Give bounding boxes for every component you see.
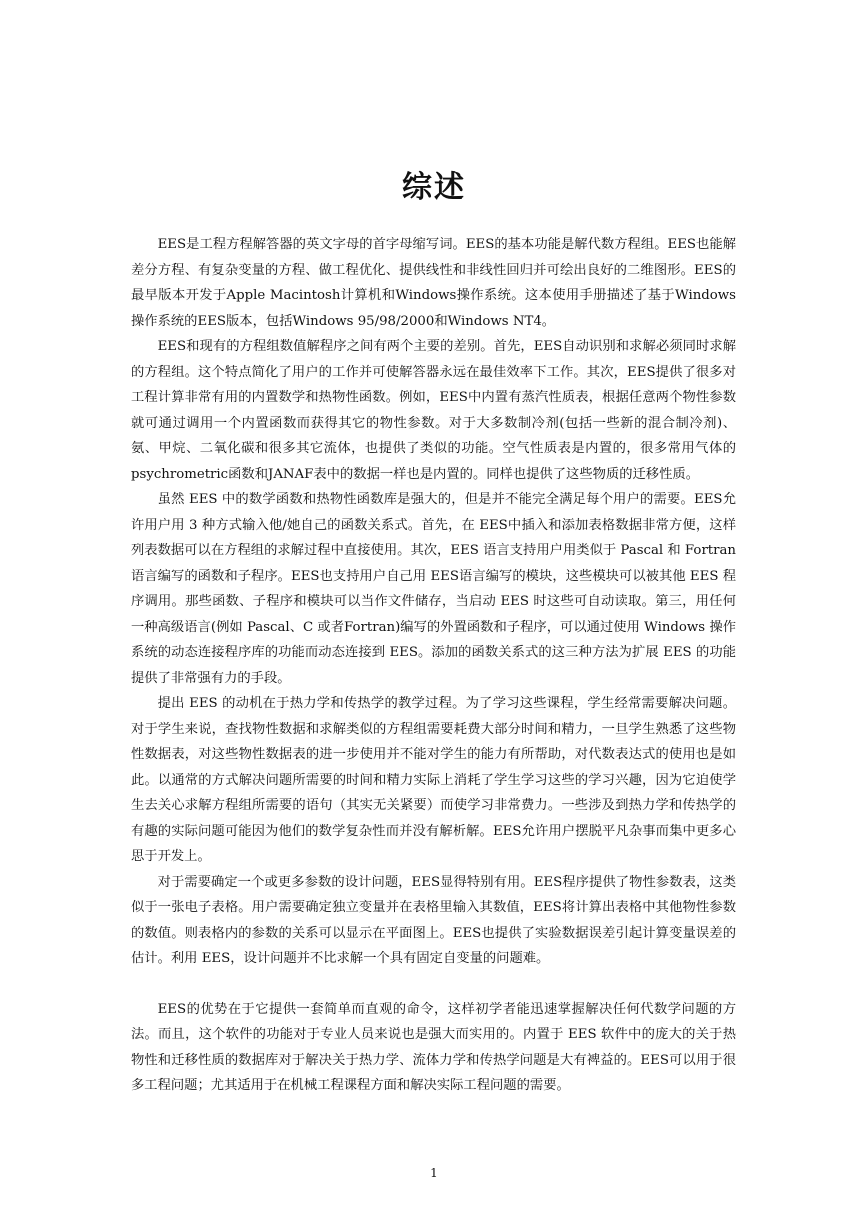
page-number: 1 <box>430 1166 438 1180</box>
paragraph-design: 对于需要确定一个或更多参数的设计问题，EES显得特别有用。EES程序提供了物性参数表，这类似于一张电子表格。用户需要确定独立变量并在表格里输入其数值，EES将计算出表格中其他物性参数的数值。则表格内的参数的关系可以显示在平面图上。EES也提供了实验数据误差引起计算变量误差的估计。利用 EES，设计问题并不比求解一个具有固定自变量的问题难。 <box>131 874 736 966</box>
paragraph-intro: EES是工程方程解答器的英文字母的首字母缩写词。EES的基本功能是解代数方程组。EES也能解差分方程、有复杂变量的方程、做工程优化、提供线性和非线性回归并可绘出良好的二维图形。EES的最早版本开发于Apple Macintosh计算机和Windows操作系统。这本使用手册描述了基于Windows操作系统的EES版本，包括Windows 95/98/2000和Windows NT4。 <box>131 237 736 329</box>
page-title: 综述 <box>402 170 466 205</box>
body-text <box>131 232 736 1099</box>
paragraph-advantages: EES的优势在于它提供一套简单而直观的命令，这样初学者能迅速掌握解决任何代数学问题的方法。而且，这个软件的功能对于专业人员来说也是强大而实用的。内置于 EES 软件中的庞大的关于热物性和迁移性质的数据库对于解决关于热力学、流体力学和传热学问题是大有裨益的。EES可以用于很多工程问题；尤其适用于在机械工程课程方面和解决实际工程问题的需要。 <box>131 1001 736 1093</box>
paragraph-differences: EES和现有的方程组数值解程序之间有两个主要的差别。首先，EES自动识别和求解必须同时求解的方程组。这个特点简化了用户的工作并可使解答器永远在最佳效率下工作。其次，EES提供了很多对工程计算非常有用的内置数学和热物性函数。例如，EES中内置有蒸汽性质表，根据任意两个物性参数就可通过调用一个内置函数而获得其它的物性参数。对于大多数制冷剂(包括一些新的混合制冷剂)、氨、甲烷、二氧化碳和很多其它流体，也提供了类似的功能。空气性质表是内置的，很多常用气体的psychrometric函数和JANAF表中的数据一样也是内置的。同样也提供了这些物质的迁移性质。 <box>131 339 736 482</box>
paragraph-functions: 虽然 EES 中的数学函数和热物性函数库是强大的，但是并不能完全满足每个用户的需要。EES允许用户用 3 种方式输入他/她自己的函数关系式。首先，在 EES中插入和添加表格数据非常方便，这样列表数据可以在方程组的求解过程中直接使用。其次，EES 语言支持用户用类似于 Pascal 和 Fortran 语言编写的函数和子程序。EES也支持用户自己用 EES语言编写的模块，这些模块可以被其他 EES 程序调用。那些函数、子程序和模块可以当作文件储存，当启动 EES 时这些可自动读取。第三，用任何一种高级语言(例如 Pascal、C 或者Fortran)编写的外置函数和子程序，可以通过使用 Windows 操作系统的动态连接程序库的功能而动态连接到 EES。添加的函数关系式的这三种方法为扩展 EES 的功能提供了非常强有力的手段。 <box>131 492 736 686</box>
paragraph-motivation: 提出 EES 的动机在于热力学和传热学的教学过程。为了学习这些课程，学生经常需要解决问题。对于学生来说，查找物性数据和求解类似的方程组需要耗费大部分时间和精力，一旦学生熟悉了这些物性数据表，对这些物性数据表的进一步使用并不能对学生的能力有所帮助，对代数表达式的使用也是如此。以通常的方式解决问题所需要的时间和精力实际上消耗了学生学习这些的学习兴趣，因为它迫使学生去关心求解方程组所需要的语句（其实无关紧要）而使学习非常费力。一些涉及到热力学和传热学的有趣的实际问题可能因为他们的数学复杂性而并没有解析解。EES允许用户摆脱平凡杂事而集中更多心思于开发上。 <box>131 696 736 864</box>
